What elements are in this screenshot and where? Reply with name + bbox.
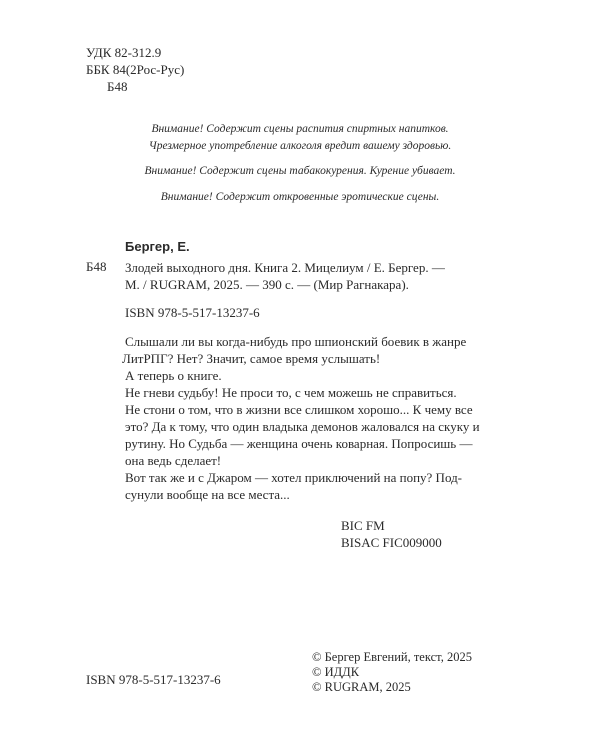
author-heading: Бергер, Е. [125,239,190,254]
warning-erotic: Внимание! Содержит откровенные эротические сцены. [160,191,440,203]
annotation-line: рутину. Но Судьба — женщина очень коварная. Попросишь — [125,436,473,451]
copyright-line: © ИДДК [312,665,360,679]
udk-code: УДК 82-312.9 [86,45,162,60]
annotation-paragraph [125,469,515,503]
warning-alcohol [0,121,600,155]
record-author-sign: Б48 [86,259,107,274]
warning-line: Чрезмерное употребление алкоголя вредит вашему здоровью. [148,140,452,152]
description-line: М. / RUGRAM, 2025. — 390 с. — (Мир Рагнакара). [125,277,409,292]
annotation-line: это? Да к тому, что один владыка демонов жаловался на скуку и [125,419,480,434]
warning-tobacco: Внимание! Содержит сцены табакокурения. Курение убивает. [144,165,456,177]
bibliographic-description [125,259,515,293]
classification-block [86,44,184,95]
record-isbn: ISBN 978-5-517-13237-6 [125,305,260,320]
annotation-line: Слышали ли вы когда-нибудь про шпионский боевик в жанре [125,334,467,349]
copyright-line: © Бергер Евгений, текст, 2025 [312,650,472,664]
annotation-line: ЛитРПГ? Нет? Значит, самое время услышать! [122,351,381,366]
annotation-paragraph [125,384,515,469]
description-line: Злодей выходного дня. Книга 2. Мицелиум / Е. Бергер. — [125,260,445,275]
annotation-paragraph [125,367,515,384]
subject-codes [341,517,442,551]
footer-isbn: ISBN 978-5-517-13237-6 [86,672,221,687]
annotation-line: А теперь о книге. [125,368,222,383]
annotation-line: Вот так же и с Джаром — хотел приключений на попу? Под- [125,470,463,485]
annotation-line: сунули вообще на все места... [125,487,290,502]
annotation-line: Не гневи судьбу! Не проси то, с чем можешь не справиться. [125,385,457,400]
bisac-code: BISAC FIC009000 [341,535,442,550]
warning-line: Внимание! Содержит сцены распития спиртных напитков. [151,123,449,135]
copyright-line: © RUGRAM, 2025 [312,680,411,694]
bbk-code: ББК 84(2Рос-Рус) [86,62,185,77]
annotation-line: Не стони о том, что в жизни все слишком хорошо... К чему все [125,402,473,417]
annotation-line: она ведь сделает! [125,453,222,468]
author-sign: Б48 [107,79,128,94]
annotation [122,333,515,503]
annotation-paragraph [122,333,515,367]
copyright-block [312,650,472,695]
bic-code: BIC FM [341,518,385,533]
